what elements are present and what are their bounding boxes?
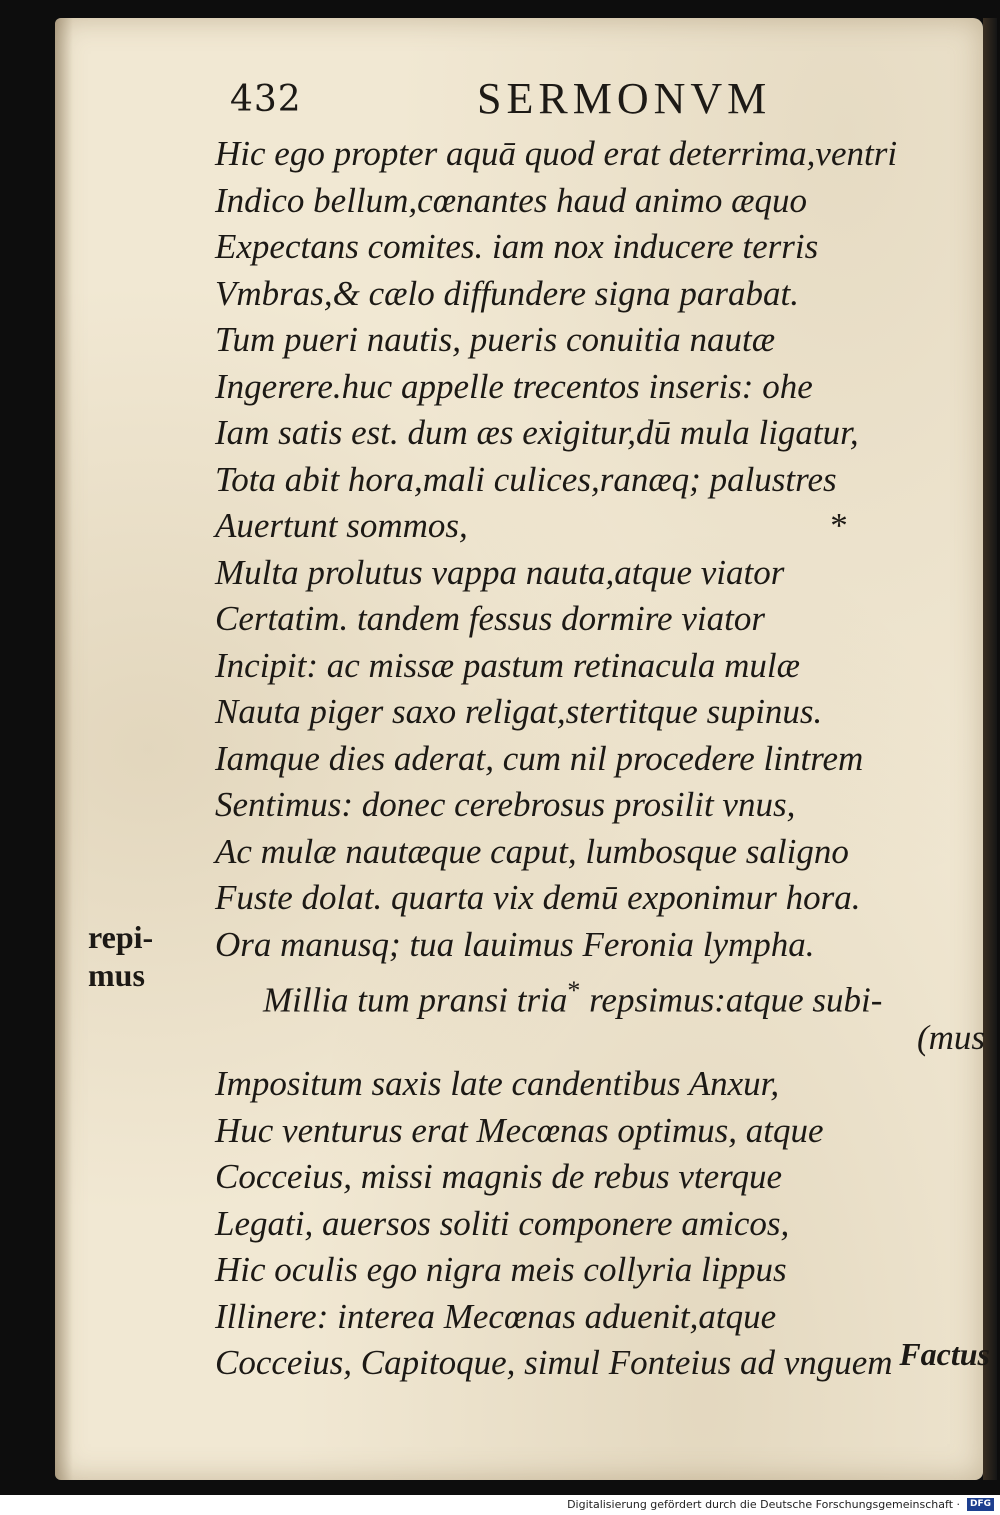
book-page <box>55 18 990 1480</box>
verse-line: Huc venturus erat Mecœnas optimus, atque <box>215 1110 824 1150</box>
margin-note <box>88 918 153 994</box>
asterisk-mark: * <box>567 976 581 1005</box>
verse-carryover: (mus <box>916 1017 985 1057</box>
margin-note-line: repi- <box>88 919 154 955</box>
verse-line: Sentimus: donec cerebrosus prosilit vnus, <box>215 785 796 824</box>
verse-line: Cocceius, Capitoque, simul Fonteius ad vnguem <box>215 1343 893 1382</box>
page-number: 432 <box>230 79 302 120</box>
verse-text: Auertunt sommos, <box>215 506 468 545</box>
running-title: SERMONVM <box>477 74 772 123</box>
verse-line: Hic oculis ego nigra meis collyria lippus <box>215 1250 787 1289</box>
verse-line-with-star <box>215 503 985 550</box>
footer-bar <box>0 1495 1000 1515</box>
verse-line: Iamque dies aderat, cum nil procedere lintrem <box>215 738 864 778</box>
verse-line-indented <box>215 968 985 1020</box>
funding-credit: Digitalisierung gefördert durch die Deutsche Forschungsgemeinschaft · <box>567 1498 960 1511</box>
verse-line: Indico bellum,cœnantes haud animo æquo <box>215 180 808 220</box>
verse-text: repsimus:atque subi- <box>589 980 883 1020</box>
verse-line: Legati, auersos soliti componere amicos, <box>215 1203 790 1243</box>
asterisk-mark: * <box>830 506 848 545</box>
verse-text: Millia tum pransi tria <box>263 980 568 1020</box>
catchword: Factus <box>899 1336 990 1372</box>
verse-line: Incipit: ac missæ pastum retinacula mulæ <box>215 645 800 685</box>
verse-line: Hic ego propter aquā quod erat deterrima,ventri <box>215 134 898 173</box>
verse-line: Multa prolutus vappa nauta,atque viator <box>215 552 785 592</box>
verse-line: Illinere: interea Mecœnas aduenit,atque <box>215 1296 777 1336</box>
verse-line: Ingerere.huc appelle trecentos inseris: ohe <box>215 366 813 406</box>
margin-note-line: mus <box>88 957 145 993</box>
verse-line: Certatim. tandem fessus dormire viator <box>215 599 765 638</box>
running-head <box>55 73 983 123</box>
verse-line: Vmbras,& cælo diffundere signa parabat. <box>215 273 799 313</box>
verse-line: Cocceius, missi magnis de rebus vterque <box>215 1157 783 1196</box>
verse-line: Tota abit hora,mali culices,ranæq; palustres <box>215 459 837 499</box>
verse-line: Iam satis est. dum æs exigitur,dū mula ligatur, <box>215 413 859 452</box>
verse-line: Tum pueri nautis, pueris conuitia nautæ <box>215 320 776 359</box>
dfg-logo-icon: DFG <box>967 1498 994 1511</box>
verse-line: Fuste dolat. quarta vix demū exponimur hora. <box>215 878 861 917</box>
verse-block <box>215 131 985 1387</box>
verse-line: Ac mulæ nautæque caput, lumbosque saligno <box>215 831 849 871</box>
verse-line: Nauta piger saxo religat,stertitque supinus. <box>215 692 823 731</box>
verse-line: Impositum saxis late candentibus Anxur, <box>215 1064 780 1103</box>
verse-line: Ora manusq; tua lauimus Feronia lympha. <box>215 924 815 964</box>
verse-line: Expectans comites. iam nox inducere terris <box>215 227 819 266</box>
gutter-shadow <box>55 18 73 1480</box>
page-edge <box>983 18 997 1480</box>
